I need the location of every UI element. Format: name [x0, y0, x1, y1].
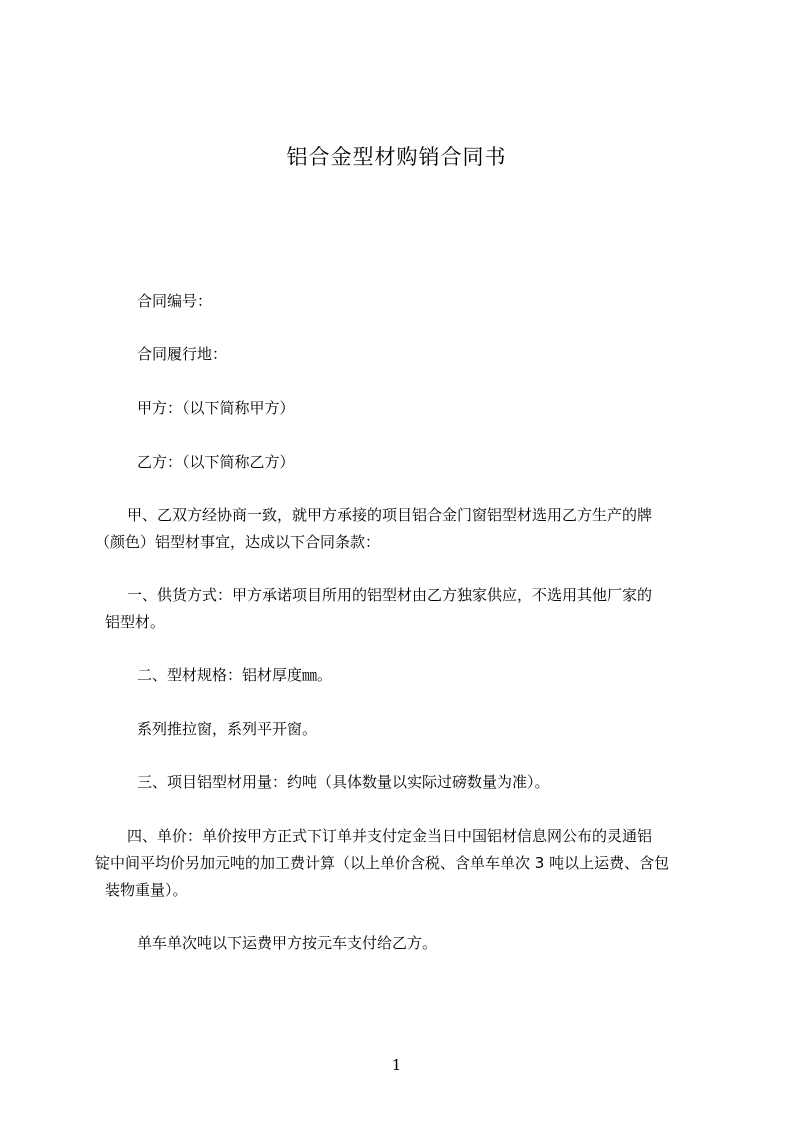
intro-line-1: 甲、乙双方经协商一致，就甲方承接的项目铝合金门窗铝型材选用乙方生产的牌	[127, 506, 653, 524]
intro-line-2: （颜色）铝型材事宜，达成以下合同条款：	[95, 533, 381, 551]
clause-4-line-1: 四、单价：单价按甲方正式下订单并支付定金当日中国铝材信息网公布的灵通铝	[127, 827, 653, 845]
clause-3-line: 三、项目铝型材用量：约吨（具体数量以实际过磅数量为准）。	[137, 773, 550, 791]
clause-2-sub-line: 系列推拉窗，系列平开窗。	[137, 720, 318, 738]
clause-2-line: 二、型材规格：铝材厚度㎜。	[137, 666, 333, 684]
page-number: 1	[391, 1056, 402, 1074]
clause-4-line-3: 装物重量）。	[105, 881, 188, 899]
performance-place-label: 合同履行地：	[137, 345, 228, 363]
party-b-line: 乙方：（以下简称乙方）	[137, 453, 295, 471]
contract-number-label: 合同编号：	[137, 292, 213, 310]
party-a-line: 甲方：（以下简称甲方）	[137, 399, 295, 417]
clause-4-line-2: 锭中间平均价另加元吨的加工费计算（以上单价含税、含单车单次 3 吨以上运费、含包	[95, 854, 670, 872]
clause-1-line-1: 一、供货方式：甲方承诺项目所用的铝型材由乙方独家供应，不选用其他厂家的	[127, 586, 653, 604]
clause-1-line-2: 铝型材。	[105, 613, 166, 631]
document-title: 铝合金型材购销合同书	[286, 145, 507, 169]
clause-4-sub-line: 单车单次吨以下运费甲方按元车支付给乙方。	[137, 934, 438, 952]
